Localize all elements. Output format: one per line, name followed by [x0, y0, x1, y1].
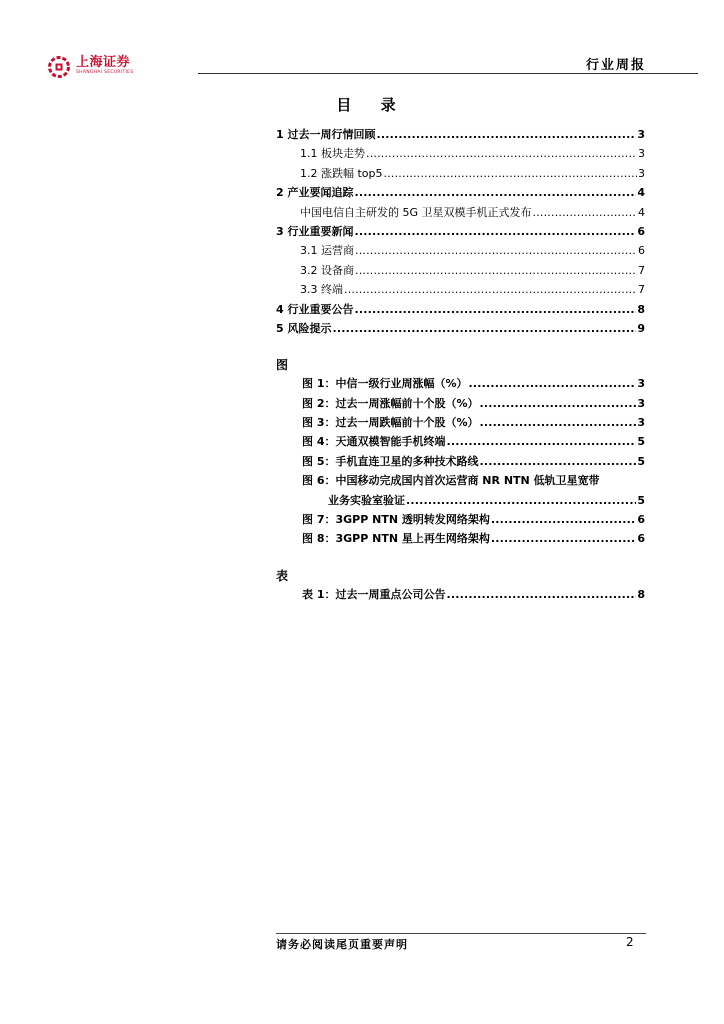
- figure-entry[interactable]: 图 8：3GPP NTN 星上再生网络架构 ..... 6: [276, 530, 645, 549]
- table-entry[interactable]: 表 1：过去一周重点公司公告 ..... 8: [276, 586, 645, 605]
- toc-entry[interactable]: 3 行业重要新闻 ..... 6: [276, 223, 645, 242]
- figure-entry[interactable]: 图 1：中信一级行业周涨幅（%） ..... 3: [276, 375, 645, 394]
- figure-entry[interactable]: 图 5：手机直连卫星的多种技术路线 ..... 5: [276, 453, 645, 472]
- toc-entry[interactable]: 1.1 板块走势 ..... 3: [276, 145, 645, 164]
- figure-entry-continued[interactable]: 业务实验室验证 ..... 5: [276, 492, 645, 511]
- toc-entry[interactable]: 3.1 运营商 ..... 6: [276, 242, 645, 261]
- toc-entry[interactable]: 1 过去一周行情回顾 ..... 3: [276, 126, 645, 145]
- toc-entry[interactable]: 2 产业要闻追踪 ..... 4: [276, 184, 645, 203]
- figure-entry[interactable]: 图 2：过去一周涨幅前十个股（%） ..... 3: [276, 395, 645, 414]
- logo-english-name: SHANGHAI SECURITIES: [76, 70, 134, 75]
- table-of-contents: [276, 126, 645, 605]
- figures-heading: 图: [276, 358, 289, 373]
- page-number: 2: [626, 935, 634, 949]
- footer-divider: [276, 933, 646, 934]
- page-header: [48, 50, 648, 76]
- company-logo: [48, 56, 133, 78]
- figure-entry[interactable]: 图 4：天通双模智能手机终端 ..... 5: [276, 433, 645, 452]
- toc-entry[interactable]: 3.2 设备商 ..... 7: [276, 262, 645, 281]
- report-type-label: 行业周报: [585, 58, 646, 73]
- logo-chinese-name: 上海证券: [76, 55, 131, 70]
- disclaimer-note: 请务必阅读尾页重要声明: [276, 938, 408, 951]
- toc-entry[interactable]: 中国电信自主研发的 5G 卫星双模手机正式发布 ..... 4: [276, 204, 645, 223]
- figure-entry[interactable]: 图 3：过去一周跌幅前十个股（%） ..... 3: [276, 414, 645, 433]
- header-divider: [198, 73, 698, 74]
- toc-title: 目 录: [336, 96, 408, 114]
- toc-entry[interactable]: 3.3 终端 ..... 7: [276, 281, 645, 300]
- tables-heading: 表: [276, 568, 289, 583]
- figure-entry[interactable]: 图 7：3GPP NTN 透明转发网络架构 ..... 6: [276, 511, 645, 530]
- toc-entry[interactable]: 1.2 涨跌幅 top5 ..... 3: [276, 165, 645, 184]
- logo-emblem-icon: [48, 56, 70, 78]
- toc-entry[interactable]: 4 行业重要公告 ..... 8: [276, 301, 645, 320]
- figure-entry[interactable]: 图 6：中国移动完成国内首次运营商 NR NTN 低轨卫星宽带: [302, 474, 600, 488]
- toc-entry[interactable]: 5 风险提示 ..... 9: [276, 320, 645, 339]
